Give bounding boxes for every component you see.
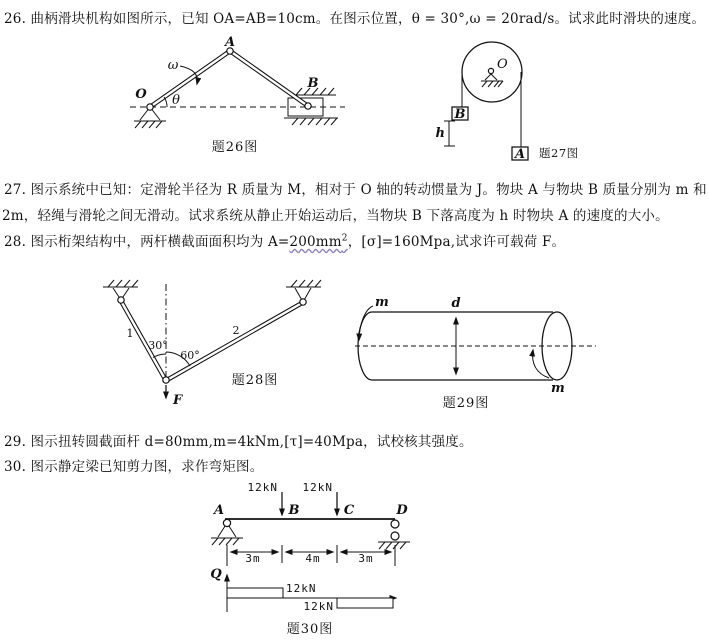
angle-30-arc	[153, 354, 166, 358]
torque-arrow-left	[359, 306, 373, 340]
pin-A-icon	[223, 519, 230, 526]
figure-26-caption: 题26图	[211, 140, 259, 155]
label-D: D	[396, 503, 408, 518]
q28-suffix: ，[σ]=160Mpa,试求许可载荷 F。	[347, 234, 566, 250]
figure-29-caption: 题29图	[442, 396, 490, 411]
q28-area-value	[289, 234, 347, 250]
dimension-AB: 3m	[245, 552, 261, 565]
load-B-value: 12kN	[247, 481, 278, 494]
pin-left-support-icon	[118, 297, 124, 303]
label-A: A	[213, 503, 225, 518]
question-30-text: 30. 图示静定梁已知剪力图，求作弯矩图。	[4, 459, 264, 475]
pin-right-support-icon	[300, 299, 306, 305]
question-29-text: 29. 图示扭转圆截面杆 d=80mm,m=4kNm,[τ]=40Mpa，试校核其强度。	[4, 434, 473, 450]
figure-q29-torsion-shaft	[348, 292, 608, 414]
label-omega: ω	[167, 58, 179, 73]
label-A: A	[514, 147, 526, 162]
q28-prefix: 28. 图示桁架结构中，两杆横截面面积均为 A=	[4, 234, 290, 250]
label-m-left: m	[375, 295, 389, 310]
label-A: A	[224, 35, 236, 50]
load-C-value: 12kN	[302, 481, 333, 494]
height-dimension-h	[444, 121, 455, 146]
label-B: B	[288, 503, 300, 518]
shear-negative-value: 12kN	[303, 600, 334, 613]
figure-28-caption: 题28图	[231, 373, 279, 388]
label-angle-30: 30°	[148, 339, 168, 352]
figure-q26-crank-slider	[125, 32, 350, 158]
figure-q30-beam-shear	[205, 478, 410, 640]
shear-negative-block	[337, 598, 393, 608]
label-bar-2: 2	[232, 324, 240, 337]
label-bar-1: 1	[126, 327, 134, 340]
torque-arrow-right	[533, 350, 549, 378]
truss-bar-2	[167, 303, 302, 380]
q28-area-exponent: 2	[341, 233, 348, 244]
pin-joint-icon	[163, 377, 169, 383]
q28-area-number: 200mm	[289, 234, 342, 250]
label-O: O	[497, 57, 508, 72]
question-27-text-line2: 2m，轻绳与滑轮之间无滑动。试求系统从静止开始运动后，当物块 B 下落高度为 h 时物块 A 的速度的大小。	[2, 208, 669, 224]
dimension-BC: 4m	[305, 552, 321, 565]
question-28-text	[4, 230, 565, 250]
label-F: F	[173, 393, 183, 408]
label-B: B	[307, 76, 319, 91]
figure-27-caption: 题27图	[539, 146, 579, 160]
pulley-axle-support	[481, 74, 503, 87]
roller-support-D	[378, 520, 410, 549]
dimension-CD: 3m	[358, 552, 374, 565]
label-C: C	[343, 503, 355, 518]
pin-O-icon	[147, 104, 153, 110]
figure-30-caption: 题30图	[286, 622, 334, 637]
connecting-rod-AB	[230, 51, 308, 106]
label-Q-axis: Q	[210, 567, 222, 582]
shear-positive-block	[227, 588, 283, 598]
label-O: O	[135, 87, 147, 102]
label-d: d	[451, 296, 461, 311]
crank-bar-OA	[150, 51, 230, 107]
label-theta: θ	[172, 93, 180, 108]
question-26-text: 26. 曲柄滑块机构如图所示，已知 OA=AB=10cm。在图示位置，θ = 30°,ω = 20rad/s。试求此时滑块的速度。	[4, 11, 706, 27]
label-B: B	[454, 107, 466, 122]
label-angle-60: 60°	[180, 349, 200, 362]
shear-positive-value: 12kN	[286, 582, 317, 595]
label-m-right: m	[551, 381, 565, 396]
figure-q27-pulley-system	[435, 38, 579, 166]
pulley-axle-pin-icon	[488, 68, 493, 73]
pin-B-icon	[305, 103, 311, 109]
label-h: h	[435, 126, 445, 141]
figure-q28-truss	[95, 272, 340, 412]
question-27-text-line1: 27. 图示系统中已知：定滑轮半径为 R 质量为 M，相对于 O 轴的转动惯量为 J。物块 A 与物块 B 质量分别为 m 和	[4, 182, 707, 198]
